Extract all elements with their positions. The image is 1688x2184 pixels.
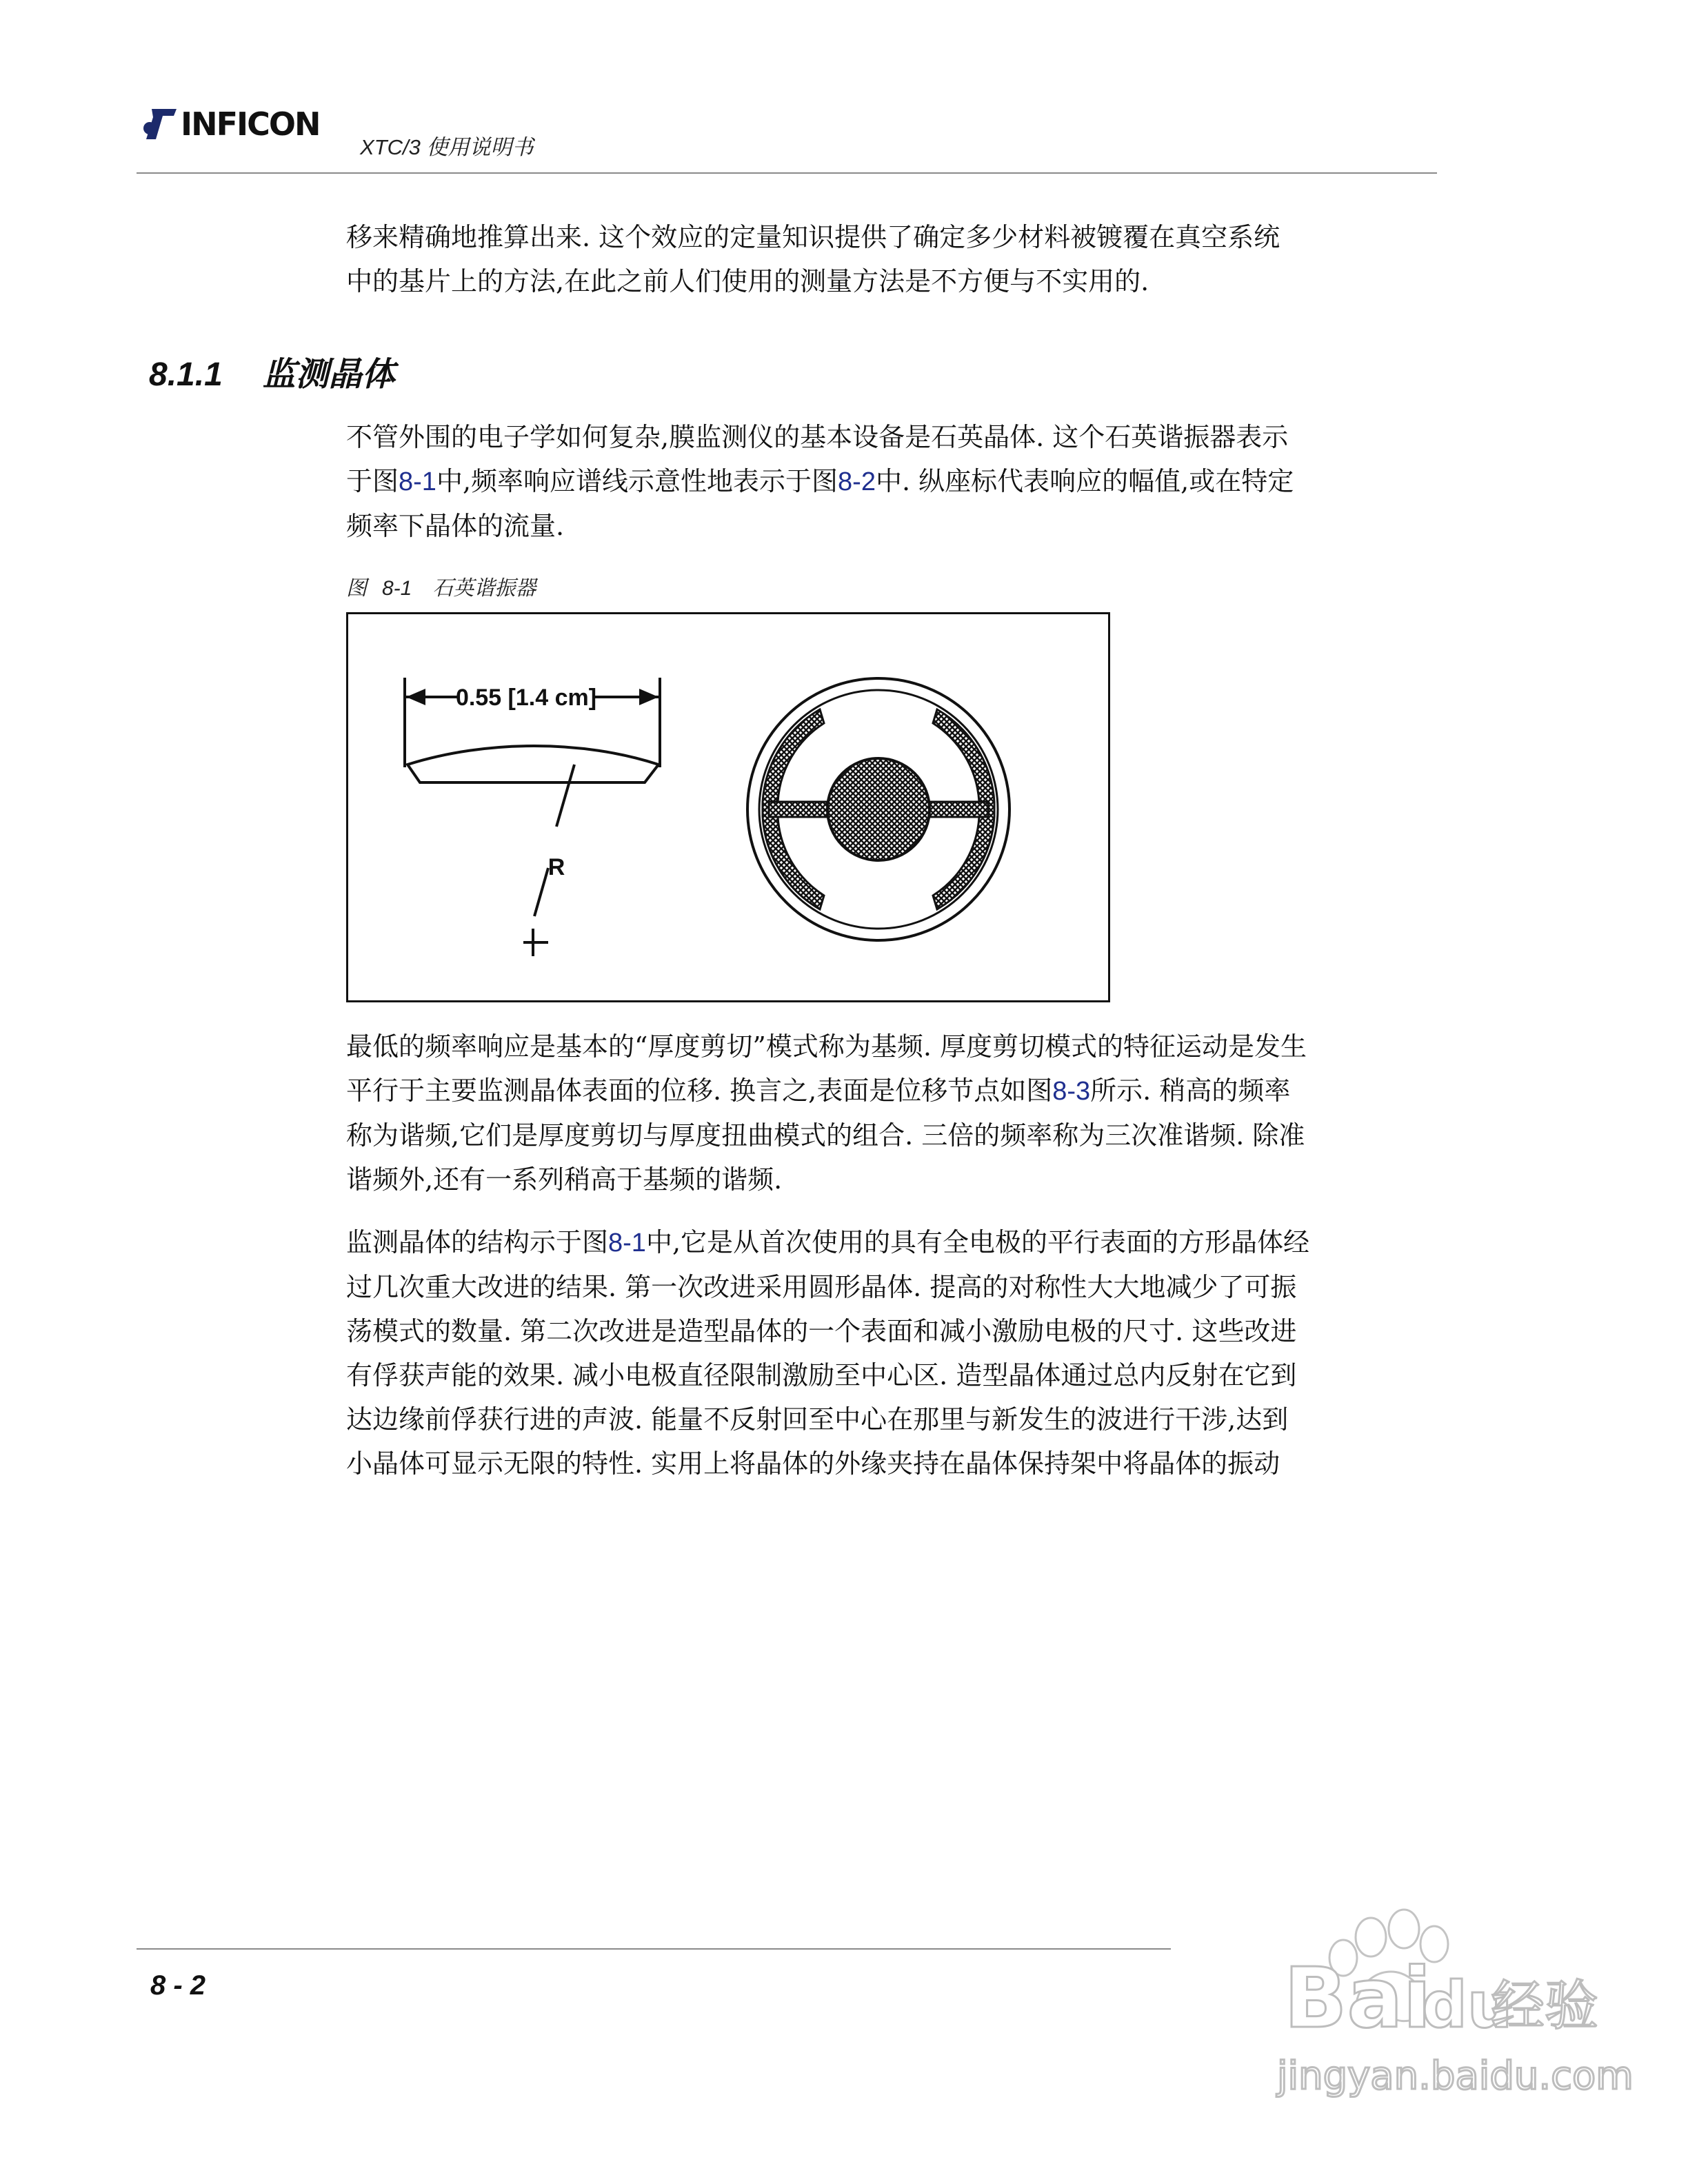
page-number: 8 - 2 (150, 1970, 206, 2001)
text-run: 中. 纵座标代表响应的幅值,或在特定 (875, 466, 1294, 496)
text-run: 平行于主要监测晶体表面的位移. 换言之,表面是位移节点如图 (346, 1075, 1053, 1106)
text-run: 中,它是从首次使用的具有全电极的平行表面的方形晶体经 (645, 1227, 1310, 1257)
watermark-brand-cn: 经验 (1491, 1975, 1599, 2037)
dimension-label: 0.55 [1.4 cm] (455, 685, 597, 711)
figure-link-8-1[interactable]: 8-1 (608, 1228, 646, 1257)
paragraph-line: 有俘获声能的效果. 减小电极直径限制激励至中心区. 造型晶体通过总内反射在它到 (346, 1360, 1297, 1391)
inficon-logo-mark-icon (142, 103, 178, 145)
header-rule (137, 172, 1437, 174)
inficon-logo (142, 103, 320, 145)
watermark-brand-a: Bai (1284, 1951, 1431, 2047)
figure-link-8-1[interactable]: 8-1 (399, 467, 436, 496)
paragraph-1 (346, 415, 1463, 548)
section-heading (149, 347, 395, 395)
caption-number: 8-1 (382, 577, 412, 600)
text-run: 所示. 稍高的频率 (1090, 1075, 1291, 1106)
paragraph-line (346, 1069, 1463, 1113)
paragraph-line: 过几次重大改进的结果. 第一次改进采用圆形晶体. 提高的对称性大大地减少了可振 (346, 1272, 1297, 1302)
figure-drawing (348, 614, 1108, 1000)
caption-prefix: 图 (346, 576, 367, 600)
document-title: XTC/3 使用说明书 (360, 135, 534, 159)
paragraph-line (346, 1220, 1463, 1265)
crystal-profile-drawing (405, 678, 660, 956)
baidu-jingyan-watermark (1201, 1889, 1634, 2165)
caption-title: 石英谐振器 (432, 576, 536, 600)
text-run: 监测晶体的结构示于图 (346, 1227, 609, 1257)
electrode-pattern-drawing (747, 678, 1009, 940)
paragraph-2 (346, 1024, 1463, 1202)
intro-line: 移来精确地推算出来. 这个效应的定量知识提供了确定多少材料被镀覆在真空系统 (346, 222, 1280, 252)
dimension-arrow-right-icon (639, 689, 659, 705)
paragraph-line: 最低的频率响应是基本的“厚度剪切”模式称为基频. 厚度剪切模式的特征运动是发生 (346, 1031, 1307, 1062)
paragraph-3 (346, 1220, 1463, 1486)
text-run: 中,频率响应谱线示意性地表示于图 (436, 466, 838, 496)
paragraph-line: 不管外围的电子学如何复杂,膜监测仪的基本设备是石英晶体. 这个石英谐振器表示 (346, 422, 1289, 452)
dimension-arrow-left-icon (406, 689, 425, 705)
intro-paragraph (346, 215, 1463, 303)
watermark-url: jingyan.baidu.com (1277, 2054, 1634, 2099)
paragraph-line: 谐频外,还有一系列稍高于基频的谐频. (346, 1164, 783, 1195)
paragraph-line (346, 459, 1463, 504)
quartz-resonator-figure (346, 612, 1110, 1002)
figure-link-8-3[interactable]: 8-3 (1052, 1077, 1091, 1106)
watermark-brand-b: du (1422, 1968, 1513, 2042)
section-title: 监测晶体 (262, 355, 395, 394)
radius-label: R (547, 854, 565, 880)
figure-caption (346, 571, 536, 601)
paragraph-line: 荡模式的数量. 第二次改进是造型晶体的一个表面和减小激励电极的尺寸. 这些改进 (346, 1316, 1297, 1346)
paragraph-line: 小晶体可显示无限的特性. 实用上将晶体的外缘夹持在晶体保持架中将晶体的振动 (346, 1448, 1280, 1479)
intro-line: 中的基片上的方法,在此之前人们使用的测量方法是不方便与不实用的. (346, 266, 1149, 296)
figure-link-8-2[interactable]: 8-2 (838, 467, 876, 496)
section-number: 8.1.1 (149, 356, 223, 393)
footer-rule (137, 1948, 1171, 1950)
paragraph-line: 频率下晶体的流量. (346, 511, 565, 541)
brand-name: INFICON (181, 105, 320, 143)
paragraph-line: 称为谐频,它们是厚度剪切与厚度扭曲模式的组合. 三倍的频率称为三次准谐频. 除准 (346, 1120, 1305, 1151)
paragraph-line: 达边缘前俘获行进的声波. 能量不反射回至中心在那里与新发生的波进行干涉,达到 (346, 1404, 1289, 1435)
text-run: 于图 (346, 466, 399, 496)
